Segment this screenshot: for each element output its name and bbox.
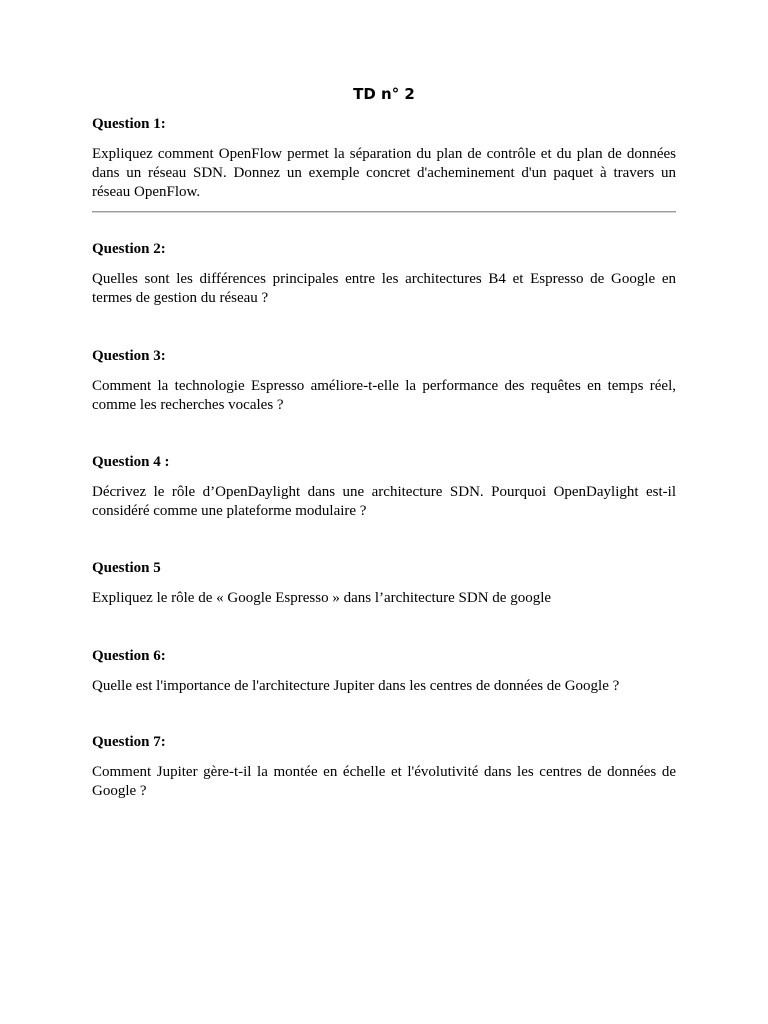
question-6-body: Quelle est l'importance de l'architecture Jupiter dans les centres de données de Google ?: [92, 678, 620, 694]
question-5-body: Expliquez le rôle de « Google Espresso » dans l’architecture SDN de google: [92, 590, 552, 606]
question-7-body: Comment Jupiter gère-t-il la montée en échelle et l'évolutivité dans les centres de données de Google ?: [92, 764, 676, 799]
question-2-body: Quelles sont les différences principales entre les architectures B4 et Espresso de Google en termes de gestion du réseau ?: [92, 271, 676, 306]
document-page: [92, 0, 676, 1024]
question-3-heading: Question 3:: [92, 348, 166, 364]
section-divider: [92, 211, 676, 213]
question-6-heading: Question 6:: [92, 648, 166, 664]
question-2-heading: Question 2:: [92, 241, 166, 257]
document-title: TD n° 2: [353, 85, 415, 103]
question-7-heading: Question 7:: [92, 734, 166, 750]
question-4-body: Décrivez le rôle d’OpenDaylight dans une architecture SDN. Pourquoi OpenDaylight est-il considéré comme une plateforme modulaire ?: [92, 484, 676, 519]
question-5-heading: Question 5: [92, 560, 161, 576]
question-1-heading: Question 1:: [92, 116, 166, 132]
question-1-body: Expliquez comment OpenFlow permet la séparation du plan de contrôle et du plan de données dans un réseau SDN. Donnez un exemple concret d'acheminement d'un paquet à travers un réseau OpenFlow.: [92, 146, 676, 200]
question-3-body: Comment la technologie Espresso améliore-t-elle la performance des requêtes en temps réel, comme les recherches vocales ?: [92, 378, 676, 413]
question-4-heading: Question 4 :: [92, 454, 170, 470]
